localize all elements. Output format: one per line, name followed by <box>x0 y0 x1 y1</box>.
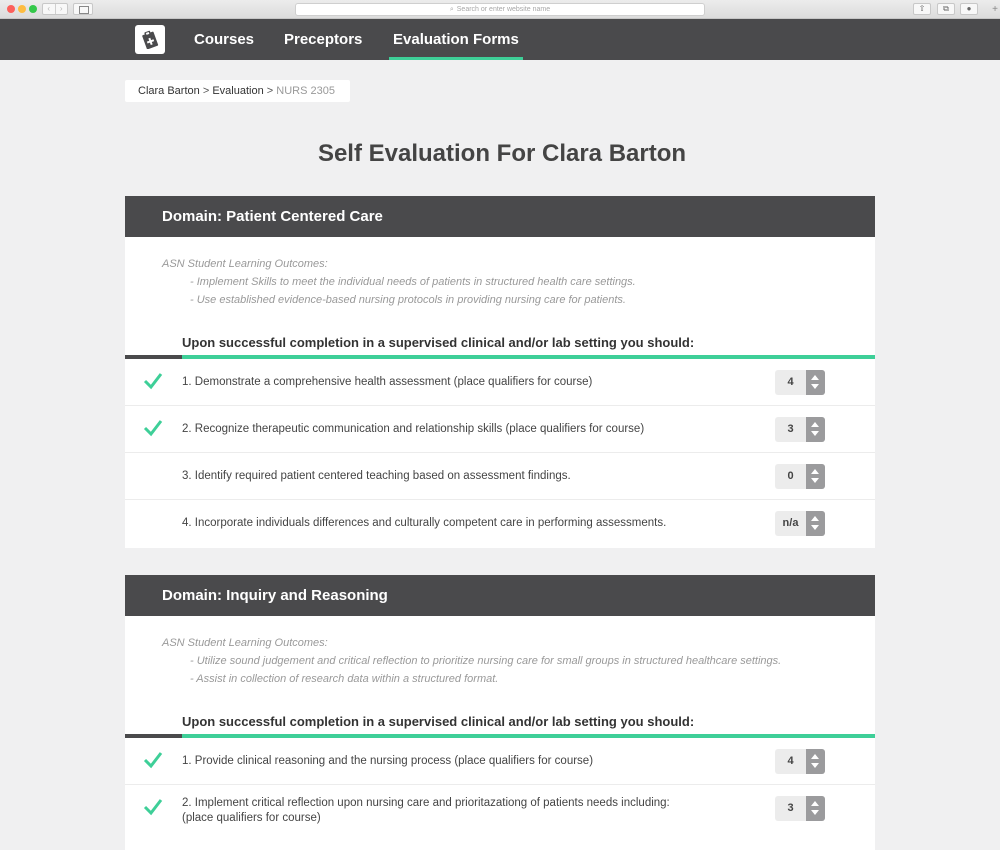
breadcrumb-course: NURS 2305 <box>276 85 335 97</box>
rating-value[interactable]: 3 <box>787 423 794 435</box>
rating-stepper[interactable] <box>775 796 825 821</box>
back-arrow-icon[interactable]: ‹ <box>43 4 56 14</box>
competency-text: 2. Recognize therapeutic communication and relationship skills (place qualifiers for course) <box>182 423 645 435</box>
stepper-arrows-icon[interactable] <box>806 464 825 489</box>
rating-stepper[interactable] <box>775 749 825 774</box>
competency-row <box>125 738 875 785</box>
stepper-arrows-icon[interactable] <box>806 749 825 774</box>
breadcrumb <box>125 80 350 102</box>
competency-row <box>125 359 875 406</box>
nav-courses[interactable]: Courses <box>194 31 255 48</box>
domain-card <box>125 196 875 548</box>
learning-outcomes <box>125 616 875 688</box>
rating-stepper[interactable] <box>775 417 825 442</box>
rating-value[interactable]: 0 <box>787 470 794 482</box>
stepper-arrows-icon[interactable] <box>806 417 825 442</box>
nav-preceptors[interactable]: Preceptors <box>284 31 363 48</box>
download-icon[interactable]: ● <box>960 3 978 15</box>
instruction-heading: Upon successful completion in a supervised clinical and/or lab setting you should: <box>182 335 695 350</box>
checkmark-icon <box>143 372 163 390</box>
address-placeholder: Search or enter website name <box>456 6 551 13</box>
checkmark-icon <box>143 751 163 769</box>
rating-value[interactable]: 3 <box>787 802 794 814</box>
competency-text <box>182 796 742 826</box>
domain-title: Domain: Patient Centered Care <box>125 196 875 237</box>
clipboard-logo-icon <box>141 30 159 49</box>
outcomes-heading: ASN Student Learning Outcomes: <box>162 258 328 270</box>
rating-stepper[interactable] <box>775 370 825 395</box>
competency-row <box>125 500 875 547</box>
tabs-icon[interactable]: ⧉ <box>937 3 955 15</box>
outcome-item: - Assist in collection of research data within a structured format. <box>190 673 499 685</box>
rating-value[interactable]: 4 <box>787 376 794 388</box>
competency-text: 1. Provide clinical reasoning and the nursing process (place qualifiers for course) <box>182 755 594 767</box>
competency-text: 1. Demonstrate a comprehensive health assessment (place qualifiers for course) <box>182 376 593 388</box>
competency-row <box>125 406 875 453</box>
competency-text-line: (place qualifiers for course) <box>182 812 321 824</box>
competency-text-line: 2. Implement critical reflection upon nursing care and prioritazationg of patients needs including: <box>182 797 670 809</box>
checkmark-icon <box>143 419 163 437</box>
minimize-window-button[interactable] <box>18 5 26 13</box>
competency-text: 4. Incorporate individuals differences and culturally competent care in performing assessments. <box>182 517 667 529</box>
learning-outcomes <box>125 237 875 309</box>
outcomes-heading: ASN Student Learning Outcomes: <box>162 637 328 649</box>
stepper-arrows-icon[interactable] <box>806 796 825 821</box>
new-tab-icon[interactable]: + <box>992 4 998 15</box>
stepper-arrows-icon[interactable] <box>806 370 825 395</box>
rating-stepper[interactable] <box>775 511 825 536</box>
domain-title: Domain: Inquiry and Reasoning <box>125 575 875 616</box>
zoom-window-button[interactable] <box>29 5 37 13</box>
checkmark-icon <box>143 798 163 816</box>
competency-row <box>125 453 875 500</box>
outcome-item: - Utilize sound judgement and critical reflection to prioritize nursing care for small groups in structured healthcare settings. <box>190 655 782 667</box>
outcome-item: - Use established evidence-based nursing protocols in providing nursing care for patients. <box>190 294 626 306</box>
breadcrumb-student[interactable]: Clara Barton <box>138 85 200 97</box>
close-window-button[interactable] <box>7 5 15 13</box>
share-icon[interactable]: ⇧ <box>913 3 931 15</box>
search-icon: ⌕ <box>449 6 454 13</box>
competency-text: 3. Identify required patient centered teaching based on assessment findings. <box>182 470 571 482</box>
forward-arrow-icon[interactable]: › <box>59 4 63 13</box>
browser-toolbar <box>0 0 1000 19</box>
history-buttons <box>42 3 68 15</box>
rating-value[interactable]: 4 <box>787 755 794 767</box>
competency-list <box>125 359 875 547</box>
breadcrumb-evaluation[interactable]: Evaluation <box>212 85 264 97</box>
outcome-item: - Implement Skills to meet the individual needs of patients in structured health care settings. <box>190 276 636 288</box>
rating-value[interactable]: n/a <box>782 517 799 529</box>
rating-stepper[interactable] <box>775 464 825 489</box>
address-bar[interactable] <box>295 3 705 16</box>
competency-list <box>125 738 875 837</box>
breadcrumb-separator: > <box>202 85 210 97</box>
domain-card <box>125 575 875 850</box>
competency-row <box>125 785 875 837</box>
breadcrumb-separator: > <box>266 85 274 97</box>
instruction-heading: Upon successful completion in a supervised clinical and/or lab setting you should: <box>182 714 695 729</box>
stepper-arrows-icon[interactable] <box>806 511 825 536</box>
app-header <box>0 19 1000 60</box>
page-title: Self Evaluation For Clara Barton <box>317 140 687 167</box>
app-logo[interactable] <box>135 25 165 54</box>
sidebar-toggle-icon[interactable] <box>73 3 93 15</box>
nav-evaluation-forms[interactable]: Evaluation Forms <box>389 19 523 60</box>
